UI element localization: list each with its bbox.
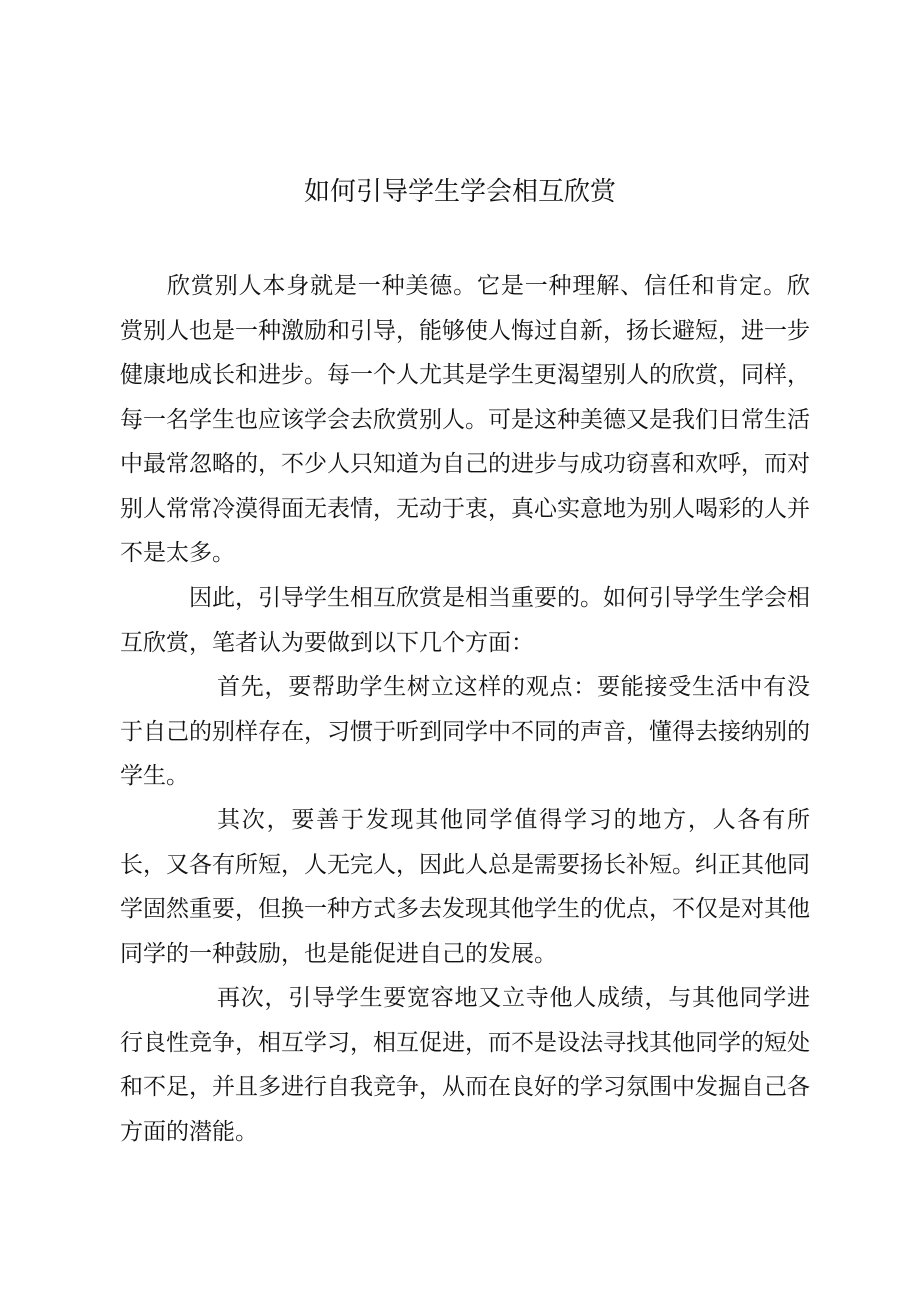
paragraph-transition: 因此，引导学生相互欣赏是相当重要的。如何引导学生学会相互欣赏，笔者认为要做到以下几个方面： <box>120 585 810 656</box>
paragraph-third-point: 再次，引导学生要宽容地又立寺他人成绩，与其他同学进行良性竞争，相互学习，相互促进，而不是设法寻找其他同学的短处和不足，并且多进行自我竞争，从而在良好的学习氛围中发掘自己各方面的潜能。 <box>120 985 810 1145</box>
paragraph-second-point: 其次，要善于发现其他同学值得学习的地方，人各有所长，又各有所短，人无完人，因此人总是需要扬长补短。纠正其他同学固然重要，但换一种方式多去发现其他学生的优点，不仅是对其他同学的一种鼓励，也是能促进自己的发展。 <box>120 807 810 967</box>
paragraph-first-point: 首先，要帮助学生树立这样的观点：要能接受生活中有没于自己的别样存在，习惯于听到同学中不同的声音，懂得去接纳别的学生。 <box>120 674 810 789</box>
paragraph-intro: 欣赏别人本身就是一种美德。它是一种理解、信任和肯定。欣赏别人也是一种激励和引导，能够使人悔过自新，扬长避短，进一步健康地成长和进步。每一个人尤其是学生更渴望别人的欣赏，同样，每一名学生也应该学会去欣赏别人。可是这种美德又是我们日常生活中最常忽略的，不少人只知道为自己的进步与成功窃喜和欢呼，而对别人常常冷漠得面无表情，无动于衷，真心实意地为别人喝彩的人并不是太多。 <box>120 273 810 566</box>
document-title: 如何引导学生学会相互欣赏 <box>303 177 616 207</box>
